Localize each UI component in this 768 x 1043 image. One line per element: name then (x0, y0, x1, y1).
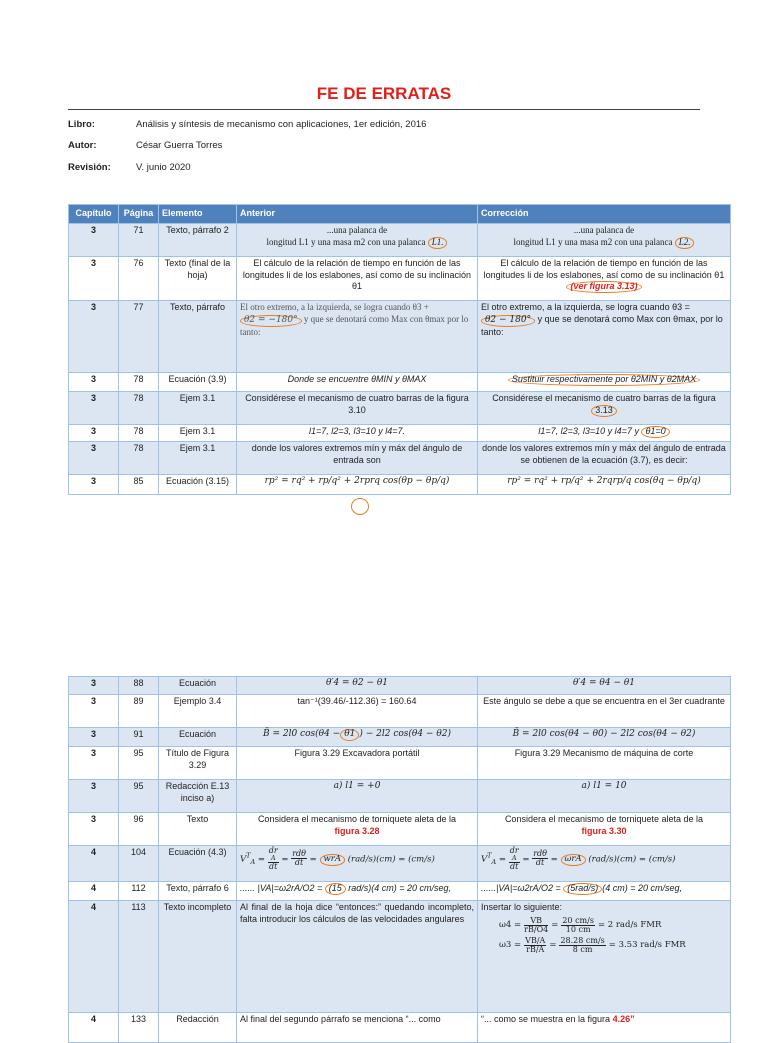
correction-mark: L2. (675, 237, 695, 249)
cell-cap: 3 (69, 442, 119, 475)
table-row (69, 846, 731, 882)
anterior-text: B̄ = 2l0 cos(θ4 − (263, 729, 341, 739)
table-row (69, 813, 731, 846)
cell-elem: Ejem 3.1 (159, 392, 237, 425)
cell-elem: Ecuación (3.9) (159, 373, 237, 392)
cell-correccion: Este ángulo se debe a que se encuentra en el 3er cuadrante (478, 695, 731, 728)
header-elemento: Elemento (159, 205, 237, 224)
cell-anterior: l1=7, l2=3, l3=10 y l4=7. (237, 425, 478, 442)
page-title: FE DE ERRATAS (316, 84, 452, 103)
table-row (69, 301, 731, 373)
title-rule (68, 109, 700, 110)
table-row (69, 392, 731, 425)
cell-correccion: a) l1 = 10 (478, 780, 731, 813)
table-row (69, 747, 731, 780)
cell-correccion (478, 882, 731, 901)
correccion-text: Considera el mecanismo de torniquete aleta de la (504, 814, 704, 824)
stray-circle-mark (351, 498, 369, 515)
cell-anterior (237, 728, 478, 747)
table-row (69, 224, 731, 257)
cell-anterior: Donde se encuentre θMIN y θMAX (237, 373, 478, 392)
cell-correccion (478, 813, 731, 846)
cell-correccion (478, 901, 731, 1013)
header-correccion: Corrección (478, 205, 731, 224)
equation-omega4: ω4 = $\frac{VB}{rB/O4}$ = $\frac{20 cm/s}{10 cm}$ = 2 rad/s FMR (499, 915, 662, 934)
cell-elem: Redacción E.13 inciso a) (159, 780, 237, 813)
anterior-text: y que se denotará como Max con θmax por lo tanto: (240, 313, 469, 337)
cell-pag: 104 (119, 846, 159, 882)
cell-cap: 4 (69, 846, 119, 882)
meta-key: Revisión: (68, 162, 111, 173)
cell-anterior: $V^T_A$ = dr A dt = $\frac{\text{rdθ}}{dt}$ = wrA (rad/s)(cm) = (cm/s) (237, 846, 478, 882)
figure-reference: figura 3.30 (581, 825, 627, 836)
correccion-text: l1=7, l2=3, l3=10 y l4=7 y (538, 426, 639, 436)
velocity-symbol: V (481, 854, 488, 865)
cell-elem: Texto, párrafo (159, 301, 237, 373)
cell-elem: Ecuación (3.15) (159, 475, 237, 495)
fraction: dr A dt (268, 846, 278, 871)
cell-pag: 95 (119, 747, 159, 780)
correccion-text: El otro extremo, a la izquierda, se logra cuando θ3 = (481, 302, 690, 312)
cell-anterior: Figura 3.29 Excavadora portátil (237, 747, 478, 780)
table-row (69, 728, 731, 747)
meta-value: V. junio 2020 (136, 162, 191, 173)
table-row (69, 442, 731, 475)
cell-cap: 3 (69, 373, 119, 392)
cell-elem: Ejem 3.1 (159, 442, 237, 475)
cell-cap: 3 (69, 392, 119, 425)
cell-cap: 3 (69, 677, 119, 695)
eq-result: = 3.53 rad/s FMR (608, 939, 686, 950)
cell-anterior: Al final del segundo párrafo se menciona “... como (237, 1013, 478, 1043)
correccion-line: ...una palanca de (573, 225, 635, 235)
correction-mark: Sustituir respectivamente por θ2MIN y θ2MAX (508, 374, 700, 386)
cell-pag: 78 (119, 425, 159, 442)
cell-pag: 78 (119, 392, 159, 425)
cell-anterior: θ′4 = θ2 − θ1 (237, 677, 478, 695)
cell-anterior: rp² = rq² + rp/q² + 2rprq cos(θp − θp/q) (237, 475, 478, 495)
correccion-text: y que se denotará como Max con θmax, por lo tanto: (481, 313, 723, 337)
anterior-text: Considera el mecanismo de torniquete aleta de la (257, 814, 457, 824)
error-mark: (15 (325, 883, 346, 895)
cell-elem: Texto (final de la hoja) (159, 257, 237, 301)
table-row (69, 780, 731, 813)
correccion-units: (rad/s)(cm) = (cm/s) (588, 854, 676, 865)
cell-elem: Ecuación (159, 728, 237, 747)
table-row (69, 1013, 731, 1043)
cell-cap: 3 (69, 780, 119, 813)
error-mark: wrA (320, 854, 345, 865)
figure-reference: 4.26” (612, 1014, 635, 1024)
cell-correccion (478, 301, 731, 373)
correction-mark: θ1=0 (641, 426, 669, 438)
cell-pag: 71 (119, 224, 159, 257)
cell-correccion: Figura 3.29 Mecanismo de máquina de corte (478, 747, 731, 780)
table-row (69, 425, 731, 442)
cell-cap: 3 (69, 425, 119, 442)
velocity-symbol: V (240, 854, 247, 865)
cell-elem: Texto, párrafo 2 (159, 224, 237, 257)
fraction: $\frac{\text{rdθ}}{dt}$ (292, 849, 306, 868)
fraction: $\frac{\text{rdθ}}{dt}$ (533, 849, 547, 868)
header-capitulo: Capítulo (69, 205, 119, 224)
cell-pag: 78 (119, 442, 159, 475)
cell-cap: 3 (69, 728, 119, 747)
correction-mark: (5rad/s) (563, 883, 602, 895)
cell-anterior: El cálculo de la relación de tiempo en función de las longitudes li de los eslabones, así como de su inclinación θ1 (237, 257, 478, 301)
correccion-text: Considérese el mecanismo de cuatro barras de la figura (492, 393, 716, 403)
equation-block (481, 917, 727, 954)
cell-elem: Ecuación (159, 677, 237, 695)
cell-elem: Título de Figura 3.29 (159, 747, 237, 780)
errata-table-1 (68, 204, 731, 495)
table-row (69, 373, 731, 392)
cell-elem: Redacción (159, 1013, 237, 1043)
cell-cap: 3 (69, 257, 119, 301)
cell-pag: 95 (119, 780, 159, 813)
cell-cap: 4 (69, 882, 119, 901)
cell-pag: 91 (119, 728, 159, 747)
table-row (69, 257, 731, 301)
cell-elem: Texto incompleto (159, 901, 237, 1013)
table-row (69, 901, 731, 1013)
eq-lhs: ω4 = (499, 919, 522, 930)
cell-correccion: donde los valores extremos mín y máx del ángulo de entrada se obtienen de la ecuación (3.7), es decir: (478, 442, 731, 475)
meta-key: Libro: (68, 119, 95, 130)
fraction: $\frac{VB/A}{rB/A}$ (525, 935, 546, 954)
cell-anterior: Al final de la hoja dice “entonces:” quedando incompleto, falta introducir los cálculos de las velocidades angulares (237, 901, 478, 1013)
anterior-line: ...una palanca de (326, 225, 388, 235)
eq-result: = 2 rad/s FMR (597, 919, 662, 930)
anterior-text: ) − 2l2 cos(θ4 − θ2) (359, 729, 451, 739)
cell-anterior: a) l1 = +0 (237, 780, 478, 813)
meta-value: César Guerra Torres (136, 140, 223, 151)
cell-cap: 4 (69, 901, 119, 1013)
correction-mark: 3.13 (591, 405, 617, 417)
cell-correccion: B̄ = 2l0 cos(θ4 − θ0) − 2l2 cos(θ4 − θ2) (478, 728, 731, 747)
header-pagina: Página (119, 205, 159, 224)
cell-pag: 88 (119, 677, 159, 695)
correccion-text: ......|VA|=ω2rA/O2 = (481, 883, 561, 893)
cell-pag: 113 (119, 901, 159, 1013)
cell-pag: 96 (119, 813, 159, 846)
anterior-line: longitud L1 y una masa m2 con una palanca (266, 236, 426, 247)
figure-reference: figura 3.28 (334, 825, 380, 836)
cell-cap: 3 (69, 224, 119, 257)
cell-elem: Ejem 3.1 (159, 425, 237, 442)
correction-mark: (ver figura 3.13) (566, 281, 641, 293)
fraction: $\frac{28.28 cm/s}{8 cm}$ (560, 935, 605, 954)
eq-lhs: ω3 = (499, 939, 522, 950)
cell-correccion: θ′4 = θ4 − θ1 (478, 677, 731, 695)
anterior-units: (rad/s)(cm) = (cm/s) (347, 854, 435, 865)
anterior-text: rad/s)(4 cm) = 20 cm/seg, (348, 883, 452, 893)
meta-key: Autor: (68, 140, 97, 151)
cell-cap: 3 (69, 475, 119, 495)
error-mark: θ2 = −180° (240, 315, 302, 327)
table-row (69, 475, 731, 495)
cell-elem: Texto (159, 813, 237, 846)
correccion-title: Insertar lo siguiente: (481, 902, 563, 912)
cell-correccion: $V^T_A$ = dr A dt = $\frac{\text{rdθ}}{dt}$ = ωrA (rad/s)(cm) = (cm/s) (478, 846, 731, 882)
cell-correccion (478, 425, 731, 442)
cell-correccion: rp² = rq² + rp/q² + 2rqrp/q cos(θq − θp/q) (478, 475, 731, 495)
cell-elem: Texto, párrafo 6 (159, 882, 237, 901)
cell-pag: 89 (119, 695, 159, 728)
cell-anterior (237, 882, 478, 901)
cell-anterior (237, 813, 478, 846)
error-mark: θ1 (340, 729, 359, 741)
fraction: $\frac{VB}{rB/O4}$ (524, 915, 549, 934)
cell-pag: 77 (119, 301, 159, 373)
fraction: dr A dt (509, 846, 519, 871)
meta-value: Análisis y síntesis de mecanismo con aplicaciones, 1er edición, 2016 (136, 119, 427, 130)
anterior-text: El otro extremo, a la izquierda, se logra cuando θ3 + (240, 302, 429, 312)
header-anterior: Anterior (237, 205, 478, 224)
cell-correccion (478, 373, 731, 392)
cell-pag: 76 (119, 257, 159, 301)
correction-mark: ωrA (561, 854, 586, 865)
anterior-text: ...... |VA|=ω2rA/O2 = (240, 883, 323, 893)
cell-pag: 133 (119, 1013, 159, 1043)
correccion-text: (4 cm) = 20 cm/seg, (602, 883, 683, 893)
table-row (69, 695, 731, 728)
fraction: $\frac{20 cm/s}{10 cm}$ (562, 915, 594, 934)
error-mark: L1. (428, 237, 448, 249)
cell-anterior: donde los valores extremos mín y máx del ángulo de entrada son (237, 442, 478, 475)
cell-correccion (478, 224, 731, 257)
cell-correccion (478, 257, 731, 301)
cell-pag: 85 (119, 475, 159, 495)
cell-cap: 3 (69, 747, 119, 780)
table-row (69, 882, 731, 901)
cell-cap: 3 (69, 813, 119, 846)
cell-cap: 3 (69, 695, 119, 728)
cell-cap: 3 (69, 301, 119, 373)
cell-elem: Ejemplo 3.4 (159, 695, 237, 728)
correccion-text: El cálculo de la relación de tiempo en función de las longitudes li de los eslabones, así como de su inclinación θ1 (483, 258, 725, 280)
errata-table-2 (68, 676, 731, 1043)
equation-omega3: ω3 = $\frac{VB/A}{rB/A}$ = $\frac{28.28 cm/s}{8 cm}$ = 3.53 rad/s FMR (499, 935, 686, 954)
table-row (69, 677, 731, 695)
correction-mark: θ2 − 180° (481, 315, 535, 327)
cell-anterior: Considérese el mecanismo de cuatro barras de la figura 3.10 (237, 392, 478, 425)
cell-anterior (237, 301, 478, 373)
table-header (69, 205, 731, 224)
cell-correccion (478, 1013, 731, 1043)
cell-pag: 78 (119, 373, 159, 392)
cell-anterior (237, 224, 478, 257)
correccion-text: “... como se muestra en la figura (481, 1014, 611, 1024)
cell-elem: Ecuación (4.3) (159, 846, 237, 882)
cell-anterior: tan⁻¹(39.46/-112.36) = 160.64 (237, 695, 478, 728)
cell-correccion (478, 392, 731, 425)
cell-cap: 4 (69, 1013, 119, 1043)
correccion-line: longitud L1 y una masa m2 con una palanca (513, 236, 673, 247)
cell-pag: 112 (119, 882, 159, 901)
